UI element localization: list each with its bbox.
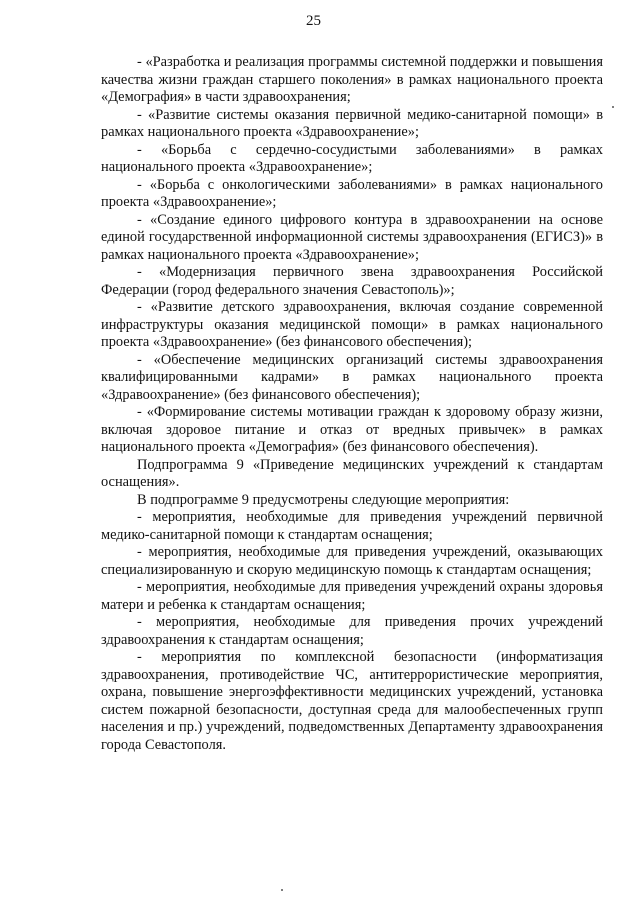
paragraph: В подпрограмме 9 предусмотрены следующие мероприятия: — [137, 491, 510, 508]
scan-speck — [612, 106, 614, 108]
paragraph: - мероприятия, необходимые для приведения прочих учреждений здравоохранения к стандартам оснащения; — [101, 614, 603, 648]
paragraph: - мероприятия, необходимые для приведения учреждений охраны здоровья матери и ребенка к стандартам оснащения; — [101, 579, 603, 613]
paragraph: - «Обеспечение медицинских организаций системы здравоохранения квалифицированными кадрами» в рамках национального проекта «Здравоохранение» (без финансового обеспечения); — [101, 351, 603, 403]
paragraph: - «Борьба с сердечно-сосудистыми заболеваниями» в рамках национального проекта «Здравоохранение»; — [101, 141, 603, 175]
paragraph: - «Развитие детского здравоохранения, включая создание современной инфраструктуры оказания медицинской помощи» в рамках национального проекта «Здравоохранение» (без финансового обеспечения); — [101, 299, 603, 350]
paragraph: - мероприятия, необходимые для приведения учреждений первичной медико-санитарной помощи к стандартам оснащения; — [101, 509, 603, 543]
paragraph: - мероприятия, необходимые для приведения учреждений, оказывающих специализированную и скорую медицинскую помощь к стандартам оснащения; — [101, 544, 603, 578]
paragraph: - «Создание единого цифрового контура в здравоохранении на основе единой государственной информационной системы здравоохранения (ЕГИСЗ)» в рамках национального проекта «Здравоохранение»; — [101, 211, 603, 263]
subprogram-heading: Подпрограмма 9 «Приведение медицинских учреждений к стандартам оснащения». — [101, 456, 603, 490]
paragraph: - «Разработка и реализация программы системной поддержки и повышения качества жизни граждан старшего поколения» в рамках национального проекта «Демография» в части здравоохранения; — [101, 54, 603, 105]
paragraph: - «Развитие системы оказания первичной медико-санитарной помощи» в рамках национального проекта «Здравоохранение»; — [101, 106, 603, 140]
scan-speck — [281, 889, 283, 891]
paragraph: - «Модернизация первичного звена здравоохранения Российской Федерации (город федерального значения Севастополь)»; — [101, 264, 603, 298]
paragraph: - «Формирование системы мотивации граждан к здоровому образу жизни, включая здоровое питание и отказ от вредных привычек» в рамках национального проекта «Демография» (без финансового обеспечения). — [101, 404, 603, 455]
paragraph: - «Борьба с онкологическими заболеваниями» в рамках национального проекта «Здравоохранение»; — [101, 176, 603, 210]
paragraph: - мероприятия по комплексной безопасности (информатизация здравоохранения, противодействие ЧС, антитеррористические мероприятия, охрана, повышение энергоэффективности медицинских учреждений, установка систем пожарной безопасности, доступная среда для малообеспеченных групп населения и пр.) учреждений, подведомственных Департаменту здравоохранения города Севастополя. — [101, 649, 603, 753]
document-body — [101, 54, 603, 754]
page-number: 25 — [306, 13, 321, 29]
